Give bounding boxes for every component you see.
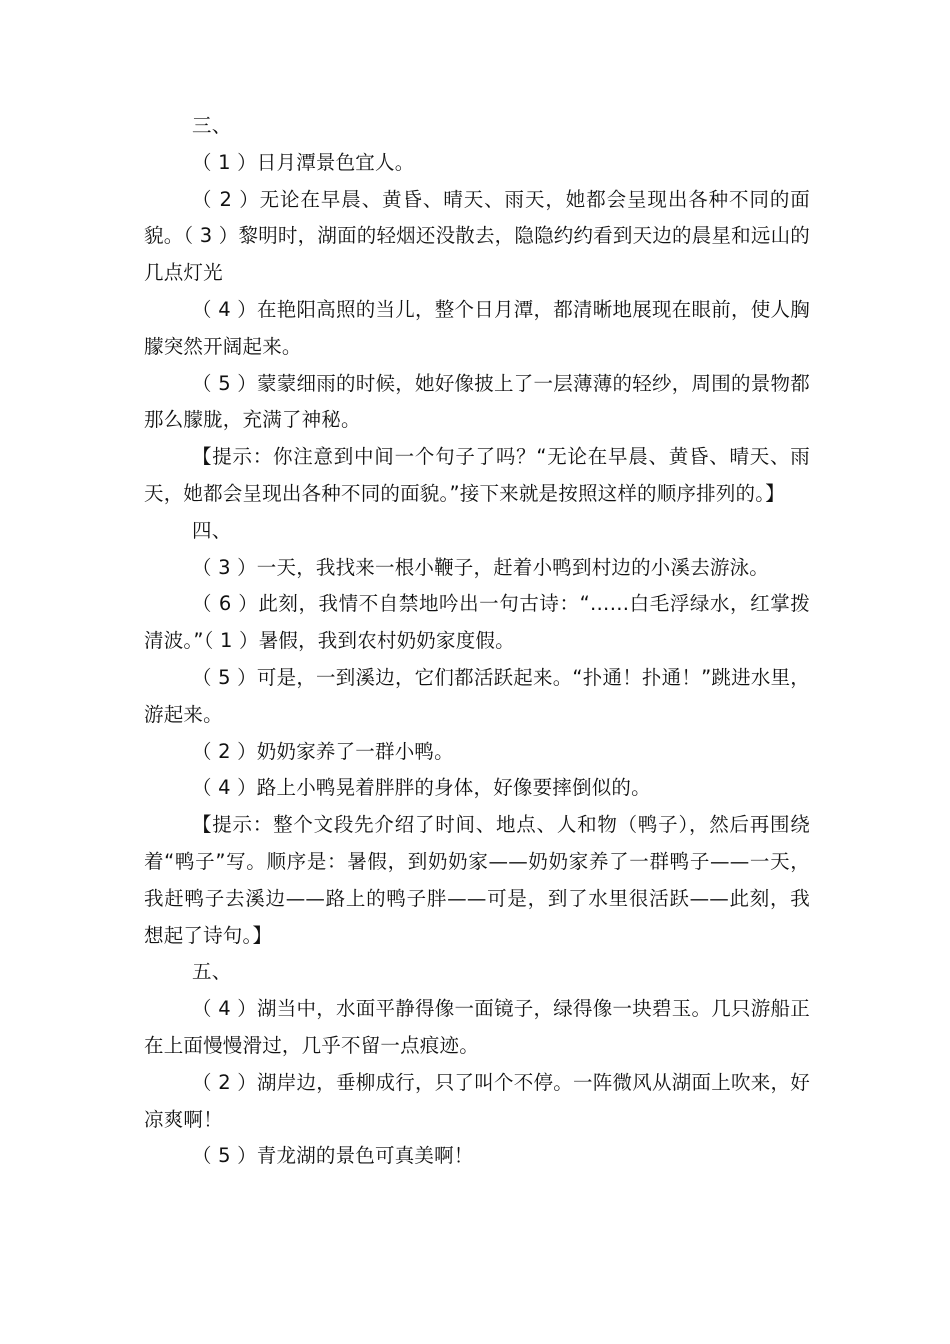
paragraph: （ 5 ）可是，一到溪边，它们都活跃起来。“扑通！扑通！”跳进水里，游起来。	[144, 665, 810, 726]
section-heading-4: 四、	[192, 518, 232, 542]
hint-paragraph: 【提示：整个文段先介绍了时间、地点、人和物（鸭子），然后再围绕着“鸭子”写。顺序是：暑假，到奶奶家——奶奶家养了一群鸭子——一天，我赶鸭子去溪边——路上的鸭子胖——可是，到了水里很活跃——此刻，我想起了诗句。】	[144, 813, 810, 947]
paragraph: （ 2 ）奶奶家养了一群小鸭。	[192, 739, 454, 763]
paragraph: （ 4 ）路上小鸭晃着胖胖的身体，好像要摔倒似的。	[192, 776, 651, 800]
paragraph: （ 2 ）无论在早晨、黄昏、晴天、雨天，她都会呈现出各种不同的面貌。（ 3 ）黎明时，湖面的轻烟还没散去，隐隐约约看到天边的晨星和远山的几点灯光	[144, 187, 810, 285]
paragraph: （ 2 ）湖岸边，垂柳成行，只了叫个不停。一阵微风从湖面上吹来，好凉爽啊！	[144, 1070, 810, 1131]
paragraph: （ 3 ）一天，我找来一根小鞭子，赶着小鸭到村边的小溪去游泳。	[192, 555, 770, 579]
document-body	[144, 108, 810, 1175]
paragraph: （ 5 ）蒙蒙细雨的时候，她好像披上了一层薄薄的轻纱，周围的景物都那么朦胧，充满了神秘。	[144, 371, 810, 432]
paragraph: （ 5 ）青龙湖的景色可真美啊！	[192, 1144, 474, 1168]
paragraph: （ 1 ）日月潭景色宜人。	[192, 150, 415, 174]
paragraph: （ 4 ）在艳阳高照的当儿，整个日月潭，都清晰地展现在眼前，使人胸朦突然开阔起来。	[144, 297, 810, 358]
hint-paragraph: 【提示：你注意到中间一个句子了吗？“无论在早晨、黄昏、晴天、雨天，她都会呈现出各种不同的面貌。”接下来就是按照这样的顺序排列的。】	[144, 445, 810, 505]
section-heading-3: 三、	[192, 114, 232, 137]
section-heading-5: 五、	[192, 960, 232, 984]
paragraph: （ 4 ）湖当中，水面平静得像一面镜子，绿得像一块碧玉。几只游船正在上面慢慢滑过，几乎不留一点痕迹。	[144, 997, 810, 1057]
paragraph: （ 6 ）此刻，我情不自禁地吟出一句古诗：“……白毛浮绿水，红掌拨清波。”（ 1 ）暑假，我到农村奶奶家度假。	[144, 592, 810, 653]
